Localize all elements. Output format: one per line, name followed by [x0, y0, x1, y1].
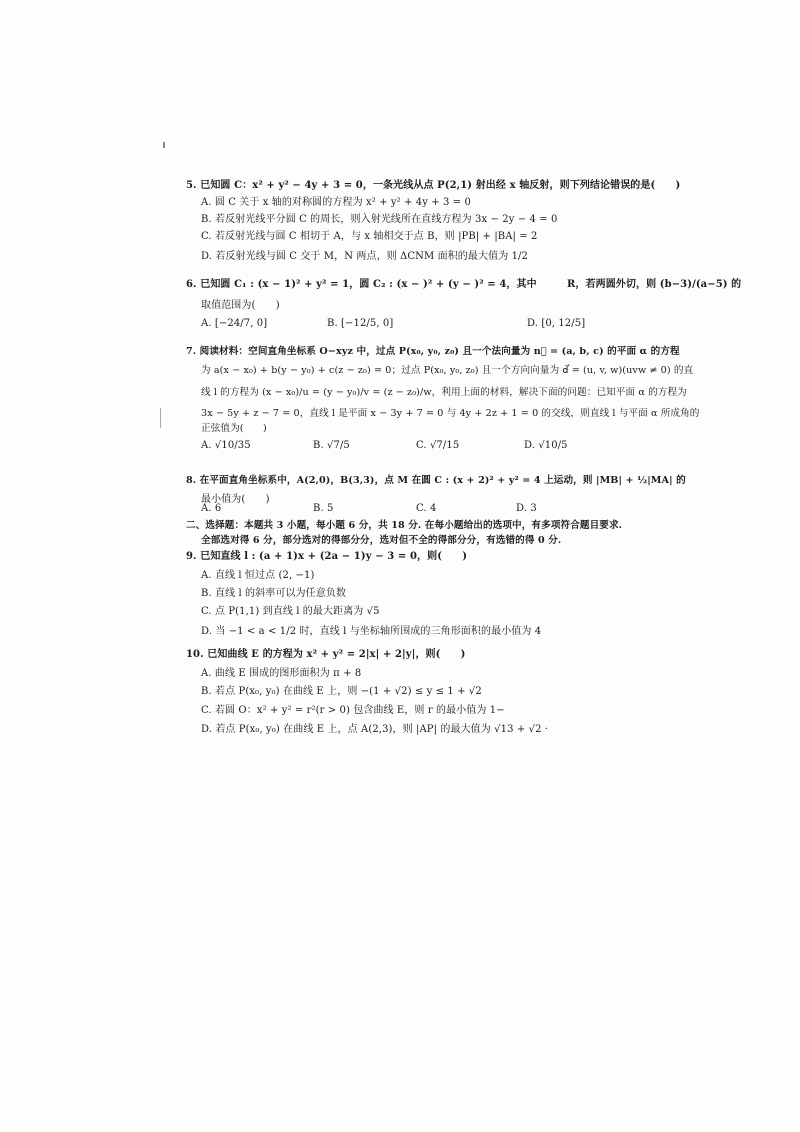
question-10-option-b: B. 若点 P(x₀, y₀) 在曲线 E 上，则 −(1 + √2) ≤ y ≤ 1 + √2: [201, 686, 482, 697]
question-7-option-c: C. √7/15: [416, 440, 460, 451]
question-7-line-2: 为 a(x − x₀) + b(y − y₀) + c(z − z₀) = 0；过点 P(x₀, y₀, z₀) 且一个方向向量为 d⃗ = (u, v, w)(uvw ≠ 0) 的直: [201, 365, 694, 376]
question-7-line-4: 3x − 5y + z − 7 = 0，直线 l 是平面 x − 3y + 7 = 0 与 4y + 2z + 1 = 0 的交线，则直线 l 与平面 α 所成角的: [201, 408, 700, 419]
question-5-option-a: A. 圆 C 关于 x 轴的对称圆的方程为 x² + y² + 4y + 3 = 0: [201, 197, 471, 208]
question-6-stem-continued: 取值范围为( ): [201, 300, 280, 311]
section-2-header: 二、选择题：本题共 3 小题，每小题 6 分，共 18 分. 在每小题给出的选项中，有多项符合题目要求.: [186, 520, 623, 531]
question-8-line-1: 8. 在平面直角坐标系中，A(2,0)，B(3,3)，点 M 在圆 C : (x + 2)² + y² = 4 上运动，则 |MB| + ½|MA| 的: [186, 475, 686, 486]
question-8-option-d: D. 3: [516, 503, 537, 514]
question-5-option-b: B. 若反射光线平分圆 C 的周长，则入射光线所在直线方程为 3x − 2y − 4 = 0: [201, 214, 558, 225]
question-9-stem: 9. 已知直线 l : (a + 1)x + (2a − 1)y − 3 = 0，则( ): [186, 551, 468, 562]
question-7-line-5: 正弦值为( ): [201, 423, 267, 434]
question-9-option-a: A. 直线 l 恒过点 (2, −1): [201, 570, 315, 581]
question-7-option-d: D. √10/5: [524, 440, 568, 451]
question-7-option-b: B. √7/5: [313, 440, 350, 451]
question-8-option-a: A. 6: [201, 503, 222, 514]
question-6-option-a: A. [−24/7, 0]: [201, 318, 268, 329]
question-5-option-c: C. 若反射光线与圆 C 相切于 A，与 x 轴相交于点 B，则 |PB| + |BA| = 2: [201, 231, 538, 242]
scan-mark: [160, 408, 161, 428]
question-10-stem: 10. 已知曲线 E 的方程为 x² + y² = 2|x| + 2|y|，则( ): [186, 649, 466, 660]
question-10-option-c: C. 若圆 O：x² + y² = r²(r > 0) 包含曲线 E，则 r 的最小值为 1−: [201, 705, 505, 716]
question-8-line-2: 最小值为( ): [201, 494, 270, 505]
question-5-stem: 5. 已知圆 C：x² + y² − 4y + 3 = 0，一条光线从点 P(2,1) 射出经 x 轴反射，则下列结论错误的是( ): [186, 180, 681, 191]
question-9-option-b: B. 直线 l 的斜率可以为任意负数: [201, 588, 347, 599]
question-6-option-b: B. [−12/5, 0]: [327, 318, 394, 329]
question-10-option-a: A. 曲线 E 围成的图形面积为 π + 8: [201, 668, 362, 679]
question-6-stem: 6. 已知圆 C₁ : (x − 1)² + y² = 1，圆 C₂ : (x − )² + (y − )² = 4，其中 R，若两圆外切，则 (b−3)/(a−5) 的: [186, 279, 742, 290]
question-7-line-1: 7. 阅读材料：空间直角坐标系 O−xyz 中，过点 P(x₀, y₀, z₀) 且一个法向量为 n⃗ = (a, b, c) 的平面 α 的方程: [186, 346, 680, 357]
question-9-option-c: C. 点 P(1,1) 到直线 l 的最大距离为 √5: [201, 606, 380, 617]
question-8-option-c: C. 4: [416, 503, 437, 514]
scan-mark: [163, 142, 165, 148]
question-7-option-a: A. √10/35: [201, 440, 251, 451]
question-10-option-d: D. 若点 P(x₀, y₀) 在曲线 E 上，点 A(2,3)，则 |AP| 的最大值为 √13 + √2 ·: [201, 724, 549, 735]
question-7-line-3: 线 l 的方程为 (x − x₀)/u = (y − y₀)/v = (z − z₀)/w，利用上面的材料，解决下面的问题：已知平面 α 的方程为: [201, 387, 687, 398]
question-8-option-b: B. 5: [313, 503, 334, 514]
section-2-instructions: 全部选对得 6 分，部分选对的得部分分，选对但不全的得部分分，有选错的得 0 分.: [201, 535, 562, 546]
question-9-option-d: D. 当 −1 < a < 1/2 时，直线 l 与坐标轴所围成的三角形面积的最小值为 4: [201, 626, 542, 637]
question-6-option-d: D. [0, 12/5]: [527, 318, 586, 329]
question-5-option-d: D. 若反射光线与圆 C 交于 M，N 两点，则 ΔCNM 面积的最大值为 1/2: [201, 251, 528, 262]
